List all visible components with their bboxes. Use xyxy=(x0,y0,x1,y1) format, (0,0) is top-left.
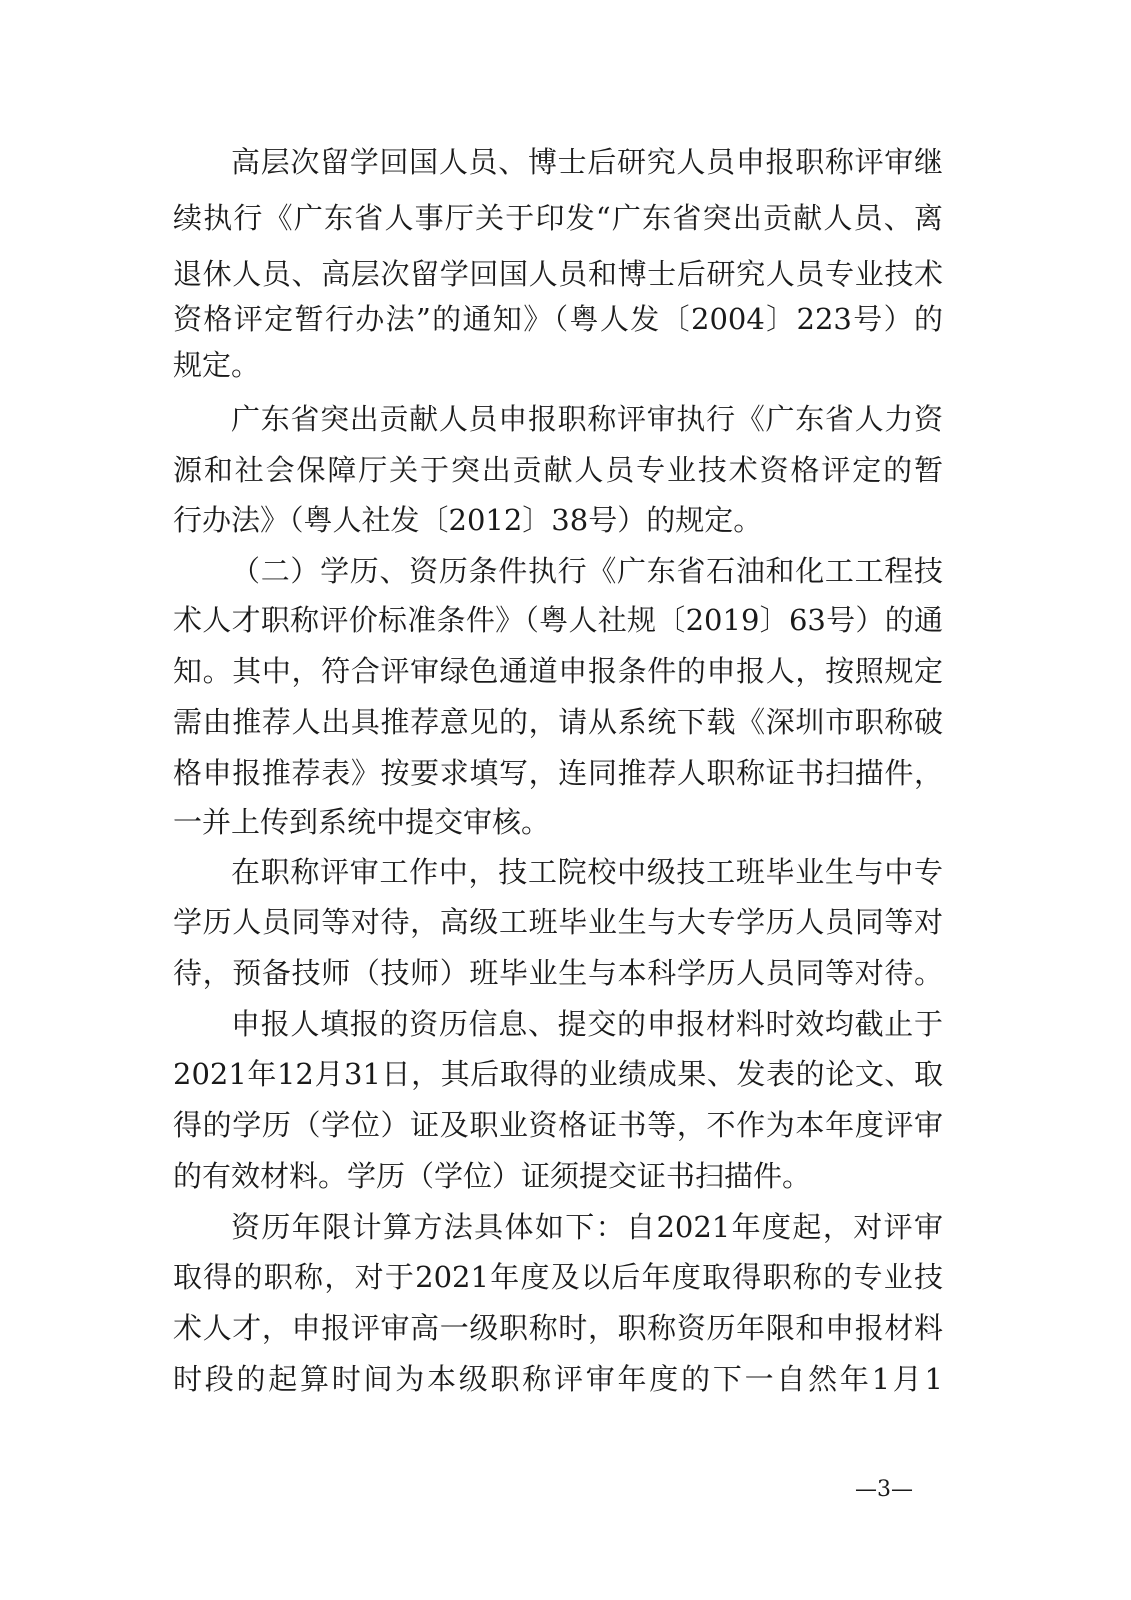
paragraph-line: 的有效材料。学历（学位）证须提交证书扫描件。 xyxy=(173,1159,812,1193)
paragraph-line: 待，预备技师（技师）班毕业生与本科学历人员同等对待。 xyxy=(173,956,943,990)
paragraph-line: 得的学历（学位）证及职业资格证书等，不作为本年度评审 xyxy=(173,1108,943,1142)
paragraph-line: 规定。 xyxy=(173,348,261,382)
paragraph-line: 2021年12月31日，其后取得的业绩成果、发表的论文、取 xyxy=(173,1057,943,1091)
paragraph-line: 申报人填报的资历信息、提交的申报材料时效均截止于 xyxy=(231,1007,943,1041)
paragraph-line: 格申报推荐表》按要求填写，连同推荐人职称证书扫描件， xyxy=(173,756,943,790)
paragraph-line: 知。其中，符合评审绿色通道申报条件的申报人，按照规定 xyxy=(173,654,943,688)
paragraph-line: 退休人员、高层次留学回国人员和博士后研究人员专业技术 xyxy=(173,257,943,291)
page-number: —3— xyxy=(855,1477,913,1502)
paragraph-line: 源和社会保障厅关于突出贡献人员专业技术资格评定的暂 xyxy=(173,453,943,487)
paragraph-line: 术人才职称评价标准条件》（粤人社规〔2019〕63号）的通 xyxy=(173,603,943,637)
paragraph-line: 高层次留学回国人员、博士后研究人员申报职称评审继 xyxy=(231,145,943,179)
paragraph-line: 一并上传到系统中提交审核。 xyxy=(173,805,551,839)
paragraph-line: 时段的起算时间为本级职称评审年度的下一自然年1月1 xyxy=(173,1362,943,1396)
paragraph-line: 术人才，申报评审高一级职称时，职称资历年限和申报材料 xyxy=(173,1311,943,1345)
paragraph-line: 需由推荐人出具推荐意见的，请从系统下载《深圳市职称破 xyxy=(173,705,943,739)
paragraph-line: 学历人员同等对待，高级工班毕业生与大专学历人员同等对 xyxy=(173,905,943,939)
paragraph-line: （二）学历、资历条件执行《广东省石油和化工工程技 xyxy=(231,554,943,588)
paragraph-line: 广东省突出贡献人员申报职称评审执行《广东省人力资 xyxy=(231,402,943,436)
paragraph-line: 行办法》（粤人社发〔2012〕38号）的规定。 xyxy=(173,503,763,537)
paragraph-line: 资格评定暂行办法”的通知》（粤人发〔2004〕223号）的 xyxy=(173,302,943,336)
paragraph-line: 取得的职称，对于2021年度及以后年度取得职称的专业技 xyxy=(173,1260,943,1294)
paragraph-line: 在职称评审工作中，技工院校中级技工班毕业生与中专 xyxy=(231,855,943,889)
paragraph-line: 资历年限计算方法具体如下：自2021年度起，对评审 xyxy=(231,1210,943,1244)
paragraph-line: 续执行《广东省人事厅关于印发“广东省突出贡献人员、离 xyxy=(173,201,943,235)
